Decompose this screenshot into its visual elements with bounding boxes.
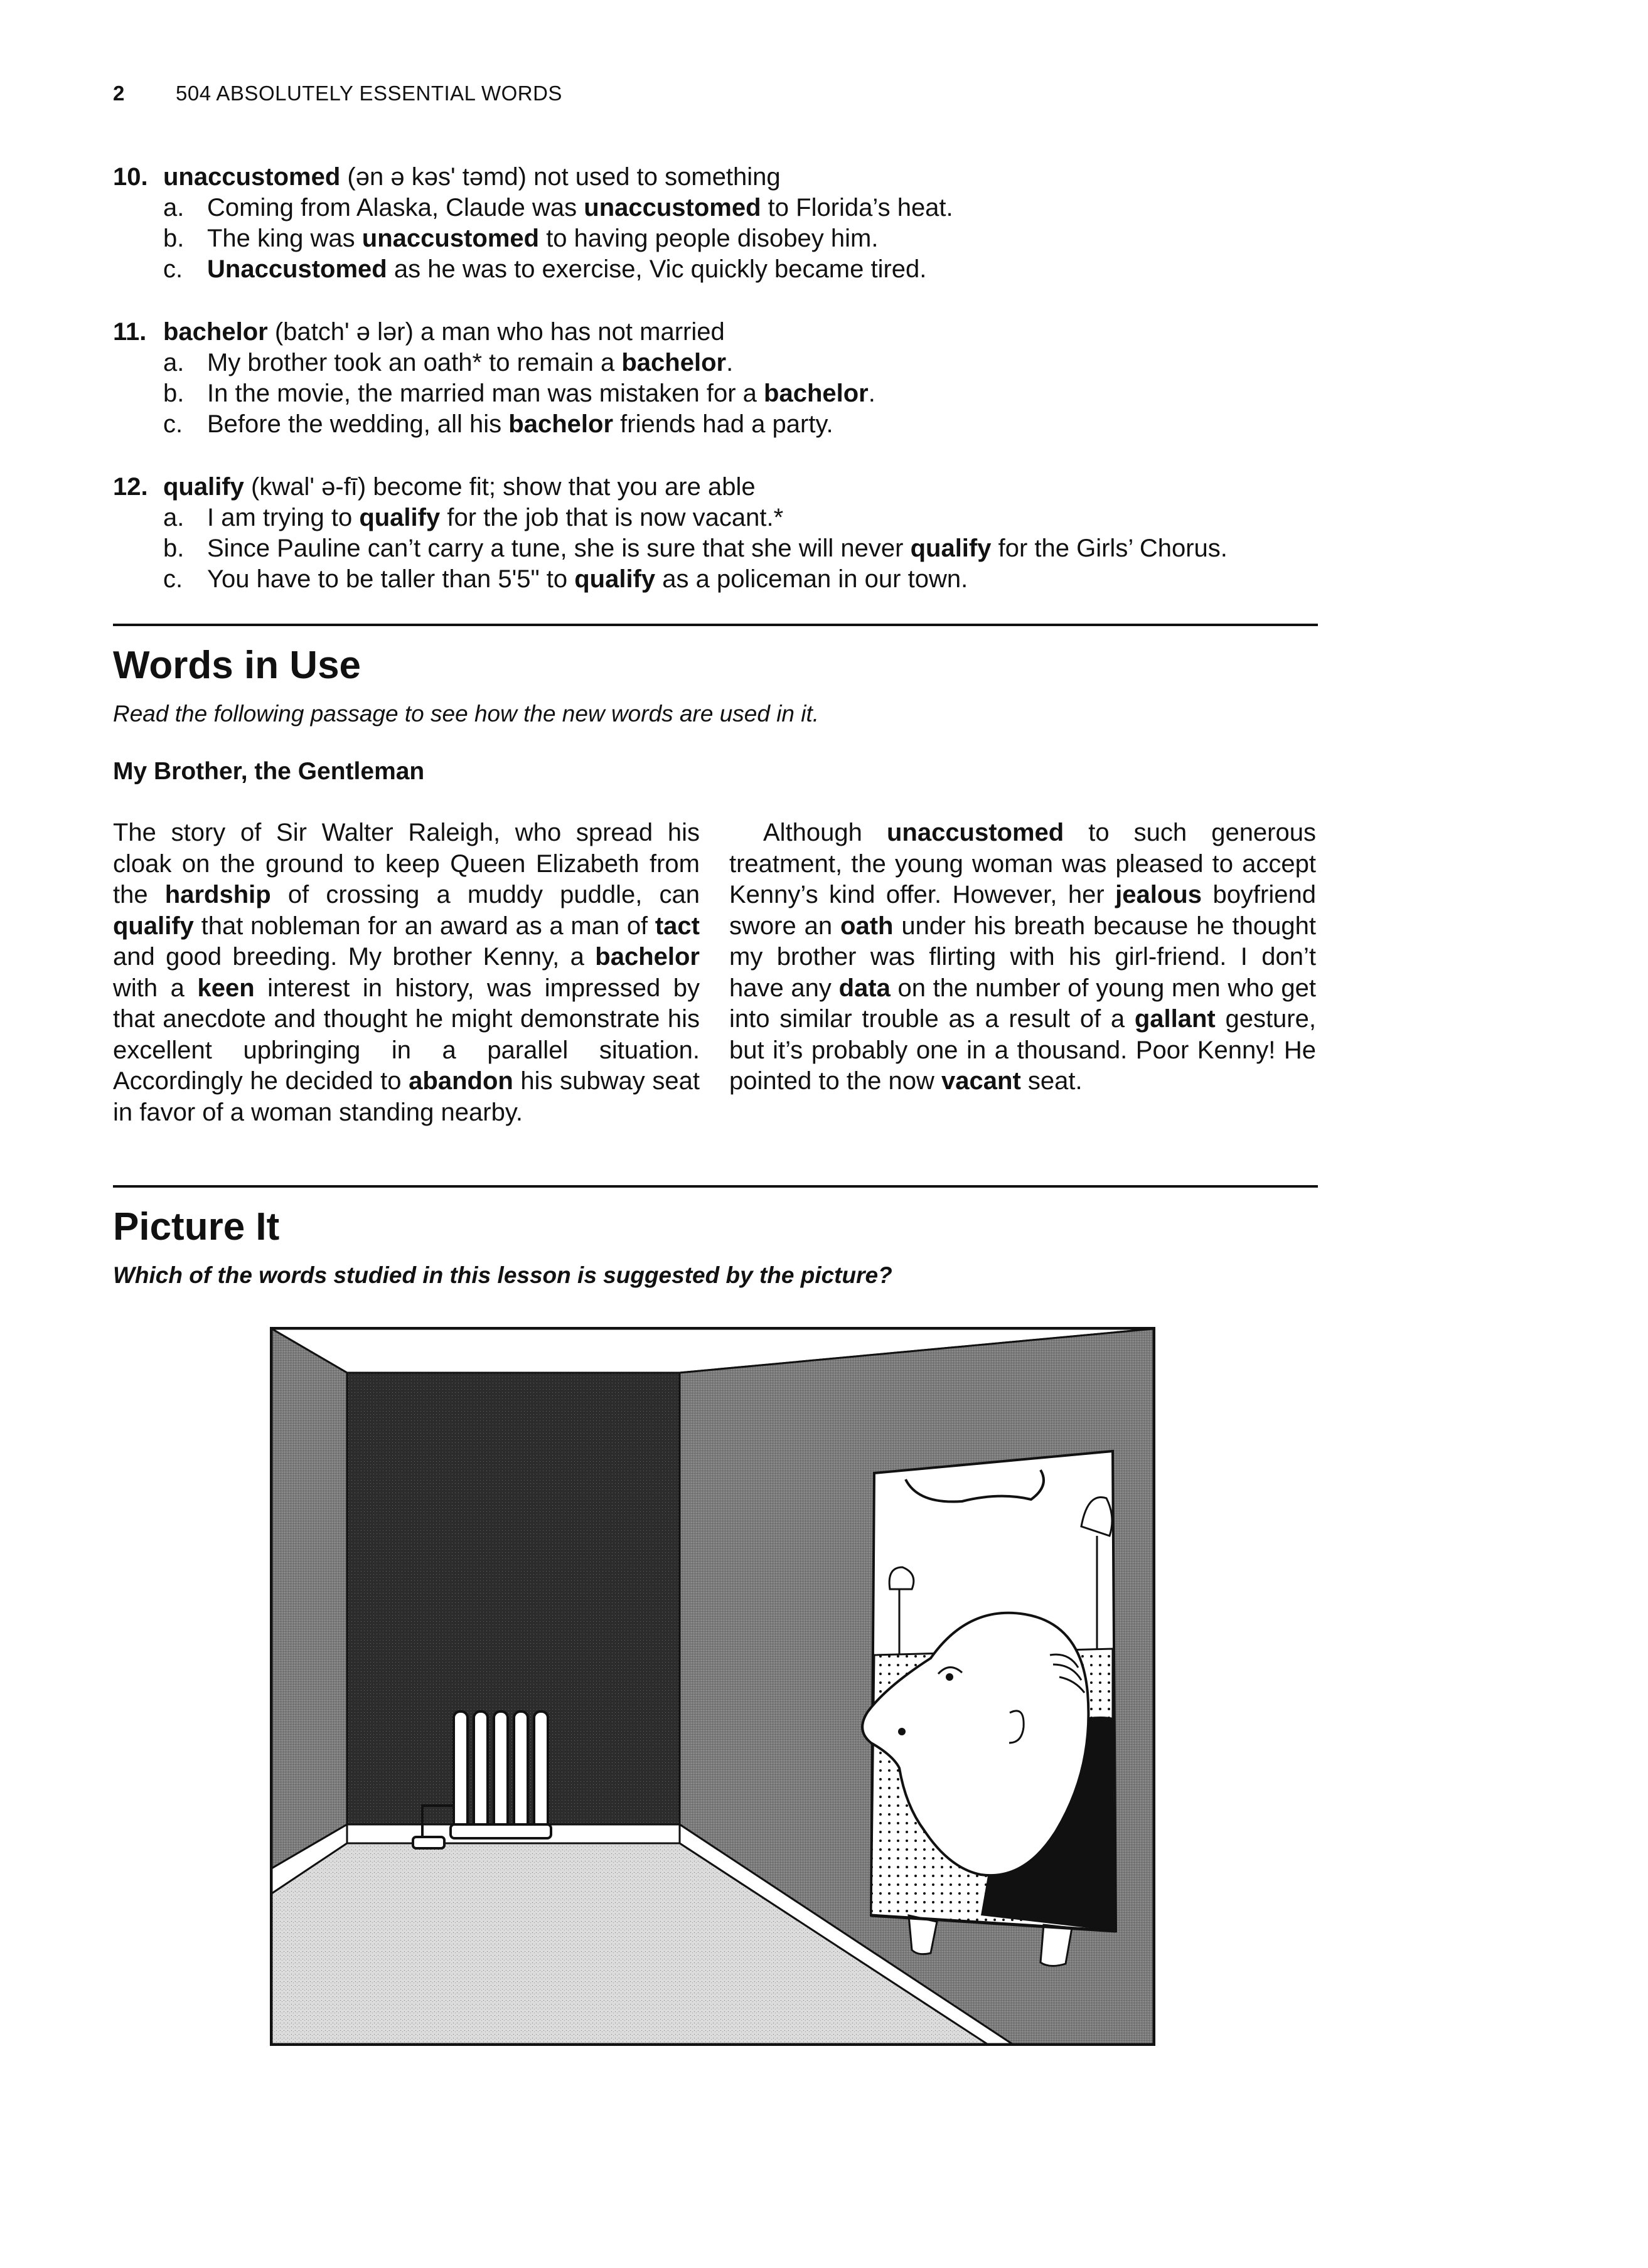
sentence-label: c. [163, 255, 183, 283]
example-sentence [113, 378, 875, 409]
example-sentence [113, 223, 953, 254]
passage-keyword: data [838, 974, 891, 1002]
vocab-entry-unaccustomed [113, 162, 953, 285]
passage-keyword: bachelor [595, 943, 700, 971]
sentence-text: Coming from Alaska, Claude was [207, 194, 584, 221]
sentence-text: . [868, 380, 875, 407]
sentence-text: for the Girls’ Chorus. [991, 535, 1228, 562]
running-head [113, 82, 562, 105]
passage-text: boyfriend swore an [729, 881, 1316, 940]
picture-it-title: Picture It [113, 1205, 280, 1248]
passage-text: that nobleman for an award as a man of [193, 912, 655, 940]
entry-word: qualify [163, 473, 244, 501]
sentence-text: Before the wedding, all his [207, 410, 509, 438]
entry-number: 12. [113, 473, 148, 501]
example-sentence [113, 348, 875, 378]
passage-keyword: hardship [164, 881, 271, 908]
passage-text: of crossing a muddy puddle, can [270, 881, 700, 908]
passage-text: The story of Sir Walter Raleigh, who spread his cloak on the ground to keep Queen Elizabeth from the [113, 819, 700, 908]
page-number: 2 [113, 82, 125, 105]
entry-number: 10. [113, 163, 148, 191]
sentence-label: a. [163, 194, 185, 221]
passage-text: seat. [1020, 1067, 1083, 1095]
passage-left-column [113, 817, 700, 1128]
book-title: 504 ABSOLUTELY ESSENTIAL WORDS [176, 82, 562, 105]
entry-pronunciation: (ən ə kəs' təmd) [347, 163, 527, 191]
passage-text: interest in history, was impressed by that anecdote and thought he might demonstrate his excellent upbringing in a parallel situation. Accordingly he decided to [113, 974, 700, 1095]
passage-text: on the number of young men who get into similar trouble as a result of a [729, 974, 1316, 1033]
sentence-label: b. [163, 535, 185, 562]
sentence-keyword: Unaccustomed [207, 255, 387, 283]
sentence-text: to Florida’s heat. [761, 194, 953, 221]
passage-text: under his breath because he thought my brother was flirting with his girl-friend. I don’t have any [729, 912, 1316, 1002]
example-sentence [113, 533, 1228, 564]
entry-word: unaccustomed [163, 163, 341, 191]
sentence-keyword: bachelor [621, 349, 727, 376]
sentence-label: b. [163, 225, 185, 252]
section-divider [113, 1185, 1318, 1188]
passage-keyword: gallant [1134, 1005, 1216, 1033]
sentence-keyword: qualify [910, 535, 992, 562]
example-sentence [113, 193, 953, 223]
vocab-entry-qualify [113, 472, 1228, 595]
sentence-text: friends had a party. [613, 410, 833, 438]
sentence-keyword: unaccustomed [361, 225, 540, 252]
sentence-label: c. [163, 565, 183, 593]
sentence-keyword: qualify [359, 504, 441, 531]
words-in-use-instruction: Read the following passage to see how the new words are used in it. [113, 701, 820, 727]
man-nostril [898, 1728, 906, 1735]
sentence-label: a. [163, 349, 185, 376]
passage-keyword: vacant [941, 1067, 1021, 1095]
vocab-entry-bachelor [113, 317, 875, 440]
example-sentence [113, 409, 875, 440]
passage-keyword: tact [655, 912, 700, 940]
passage-text: Although [763, 819, 887, 846]
sentence-text: The king was [207, 225, 362, 252]
entry-headline [113, 317, 875, 348]
passage-keyword: qualify [113, 912, 194, 940]
sentence-text: You have to be taller than 5'5" to [207, 565, 575, 593]
illustration-svg [272, 1329, 1153, 2044]
entry-pronunciation: (batch' ə lər) [274, 318, 414, 346]
sentence-keyword: unaccustomed [584, 194, 761, 221]
sentence-keyword: qualify [574, 565, 656, 593]
passage-keyword: abandon [409, 1067, 513, 1095]
cartoon-illustration [270, 1327, 1155, 2046]
section-divider [113, 624, 1318, 626]
example-sentence [113, 503, 1228, 533]
picture-it-instruction: Which of the words studied in this lesson is suggested by the picture? [113, 1262, 892, 1288]
man-eye [946, 1673, 953, 1681]
sentence-keyword: bachelor [764, 380, 869, 407]
passage-text: with a [113, 974, 198, 1002]
sentence-text: My brother took an oath* to remain a [207, 349, 622, 376]
sentence-text: for the job that is now vacant.* [440, 504, 784, 531]
passage-keyword: keen [197, 974, 255, 1002]
left-wall [272, 1329, 347, 1868]
sentence-text: as a policeman in our town. [655, 565, 968, 593]
sentence-label: a. [163, 504, 185, 531]
entry-word: bachelor [163, 318, 268, 346]
sentence-text: I am trying to [207, 504, 360, 531]
entry-definition: not used to something [533, 163, 781, 191]
entry-definition: become fit; show that you are able [373, 473, 756, 501]
passage-text: his subway seat in favor of a woman standing nearby. [113, 1067, 700, 1126]
entry-definition: a man who has not married [420, 318, 725, 346]
sentence-label: c. [163, 410, 183, 438]
sentence-text: . [726, 349, 734, 376]
sentence-label: b. [163, 380, 185, 407]
sentence-keyword: bachelor [508, 410, 614, 438]
sentence-text: as he was to exercise, Vic quickly became tired. [387, 255, 927, 283]
entry-headline [113, 162, 953, 193]
example-sentence [113, 254, 953, 285]
story-title: My Brother, the Gentleman [113, 758, 425, 785]
passage-text: to such generous treatment, the young woman was pleased to accept Kenny’s kind offer. However, her [729, 819, 1316, 908]
example-sentence [113, 564, 1228, 595]
passage-keyword: unaccustomed [886, 819, 1064, 846]
passage-keyword: oath [840, 912, 894, 940]
sentence-text: to having people disobey him. [539, 225, 879, 252]
entry-pronunciation: (kwal' ə-fī) [251, 473, 367, 501]
words-in-use-title: Words in Use [113, 644, 361, 687]
sentence-text: In the movie, the married man was mistaken for a [207, 380, 764, 407]
entry-headline [113, 472, 1228, 503]
entry-number: 11. [113, 318, 147, 346]
passage-keyword: jealous [1115, 881, 1202, 908]
sentence-text: Since Pauline can’t carry a tune, she is sure that she will never [207, 535, 911, 562]
passage-text: and good breeding. My brother Kenny, a [113, 943, 596, 971]
passage-right-column [729, 817, 1316, 1097]
passage-text: gesture, but it’s probably one in a thousand. Poor Kenny! He pointed to the now [729, 1005, 1316, 1095]
